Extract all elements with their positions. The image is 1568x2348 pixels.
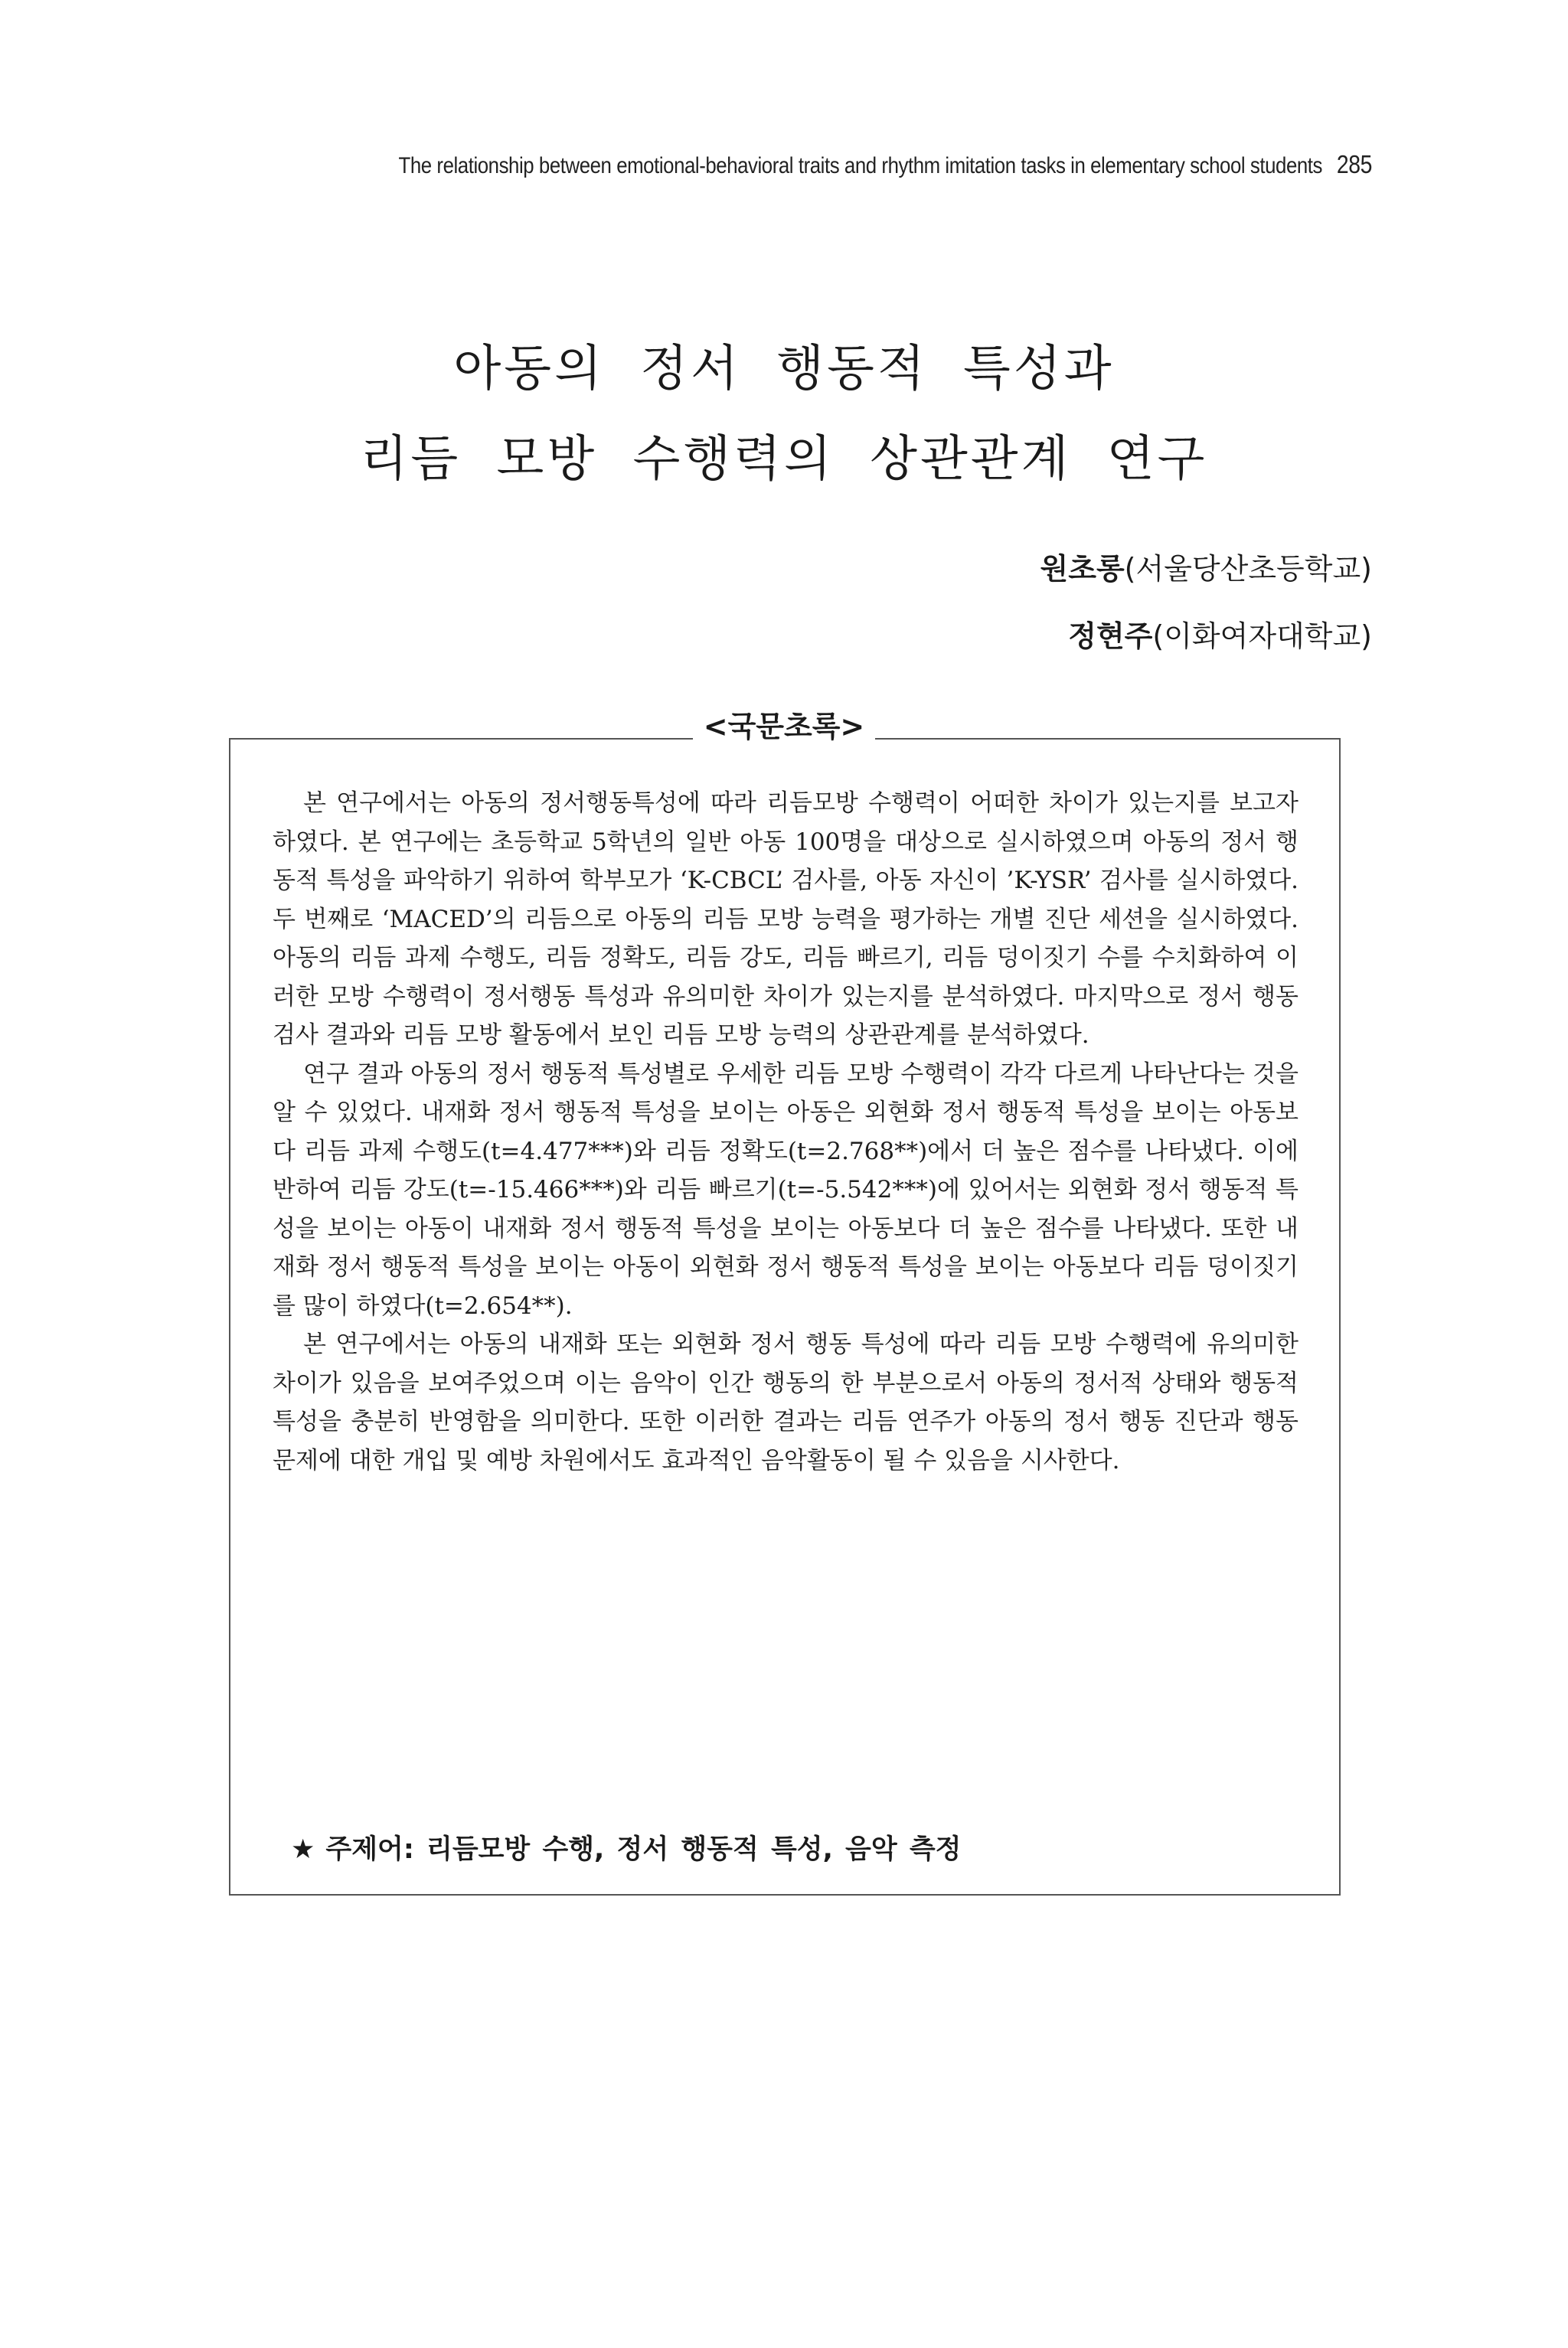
abstract-heading-label: <국문초록> (693, 710, 876, 743)
author-1-affiliation: (서울당산초등학교) (1124, 552, 1372, 586)
author-1 (1040, 545, 1372, 587)
page-number: 285 (1336, 150, 1372, 178)
star-icon: ★ (291, 1834, 315, 1865)
keywords-text: 주제어: 리듬모방 수행, 정서 행동적 특성, 음악 측정 (325, 1834, 962, 1865)
author-2-affiliation: (이화여자대학교) (1152, 619, 1372, 653)
abstract-body (273, 784, 1298, 1480)
title-line-1: 아동의 정서 행동적 특성과 (453, 341, 1115, 397)
author-2-name: 정현주 (1068, 619, 1153, 653)
title-line-2: 리듬 모방 수행력의 상관관계 연구 (360, 431, 1208, 488)
author-2 (1068, 612, 1372, 655)
abstract-paragraph-3: 본 연구에서는 아동의 내재화 또는 외현화 정서 행동 특성에 따라 리듬 모방 수행력에 유의미한 차이가 있음을 보여주었으며 이는 음악이 인간 행동의 한 부분으로서 아동의 정서적 상태와 행동적 특성을 충분히 반영함을 의미한다. 또한 이러한 결과는 리듬 연주가 아동의 정서 행동 진단과 행동 문제에 대한 개입 및 예방 차원에서도 효과적인 음악활동이 될 수 있음을 시사한다. (273, 1331, 1298, 1474)
running-header (192, 150, 1372, 179)
author-1-name: 원초롱 (1040, 552, 1125, 586)
running-header-title: The relationship between emotional-behavioral traits and rhythm imitation tasks in elementary school students (398, 153, 1323, 178)
abstract-paragraph-2: 연구 결과 아동의 정서 행동적 특성별로 우세한 리듬 모방 수행력이 각각 다르게 나타난다는 것을 알 수 있었다. 내재화 정서 행동적 특성을 보이는 아동은 외현화 정서 행동적 특성을 보이는 아동보다 리듬 과제 수행도(t=4.477***)와 리듬 정확도(t=2.768**)에서 더 높은 점수를 나타냈다. 이에 반하여 리듬 강도(t=-15.466***)와 리듬 빠르기(t=-5.542***)에 있어서는 외현화 정서 행동적 특성을 보이는 아동이 내재화 정서 행동적 특성을 보이는 아동보다 더 높은 점수를 나타냈다. 또한 내재화 정서 행동적 특성을 보이는 아동이 외현화 정서 행동적 특성을 보이는 아동보다 리듬 덩이짓기를 많이 하였다(t=2.654**). (273, 1060, 1298, 1320)
keywords (291, 1828, 961, 1866)
abstract-paragraph-1: 본 연구에서는 아동의 정서행동특성에 따라 리듬모방 수행력이 어떠한 차이가 있는지를 보고자 하였다. 본 연구에는 초등학교 5학년의 일반 아동 100명을 대상으로 실시하였으며 아동의 정서 행동적 특성을 파악하기 위하여 학부모가 ‘K-CBCL’ 검사를, 아동 자신이 ’K-YSR’ 검사를 실시하였다. 두 번째로 ‘MACED’의 리듬으로 아동의 리듬 모방 능력을 평가하는 개별 진단 세션을 실시하였다. 아동의 리듬 과제 수행도, 리듬 정확도, 리듬 강도, 리듬 빠르기, 리듬 덩이짓기 수를 수치화하여 이러한 모방 수행력이 정서행동 특성과 유의미한 차이가 있는지를 분석하였다. 마지막으로 정서 행동 검사 결과와 리듬 모방 활동에서 보인 리듬 모방 능력의 상관관계를 분석하였다. (273, 789, 1298, 1049)
abstract-heading (0, 703, 1568, 745)
